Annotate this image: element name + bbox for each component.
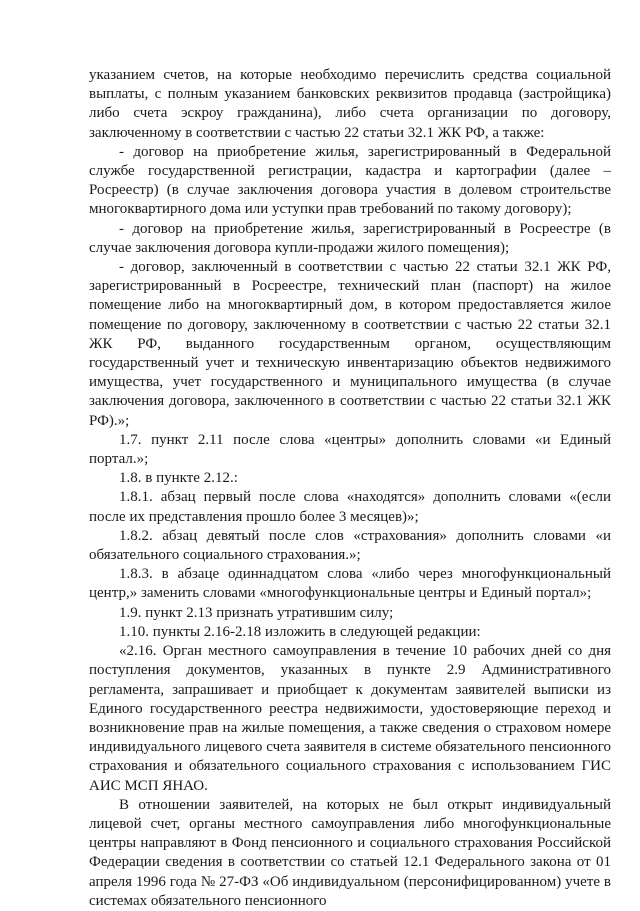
paragraph: - договор на приобретение жилья, зарегистрированный в Росреестре (в случае заключения договора купли-продажи жилого помещения);: [89, 220, 611, 256]
paragraph: - договор на приобретение жилья, зарегистрированный в Федеральной службе государственной регистрации, кадастра и картографии (далее – Росреестр) (в случае заключения договора участия в долевом строительстве многоквартирного дома или уступки прав требований по такому договору);: [89, 143, 611, 218]
paragraph: указанием счетов, на которые необходимо перечислить средства социальной выплаты, с полным указанием банковских реквизитов продавца (застройщика) либо счета эскроу гражданина), либо счета организации по договору, заключенному в соответствии с частью 22 статьи 32.1 ЖК РФ, а также:: [89, 67, 611, 141]
paragraph: 1.8. в пункте 2.12.:: [119, 470, 238, 487]
paragraph: В отношении заявителей, на которых не был открыт индивидуальный лицевой счет, органы местного самоуправления либо многофункциональные центры направляют в Фонд пенсионного и социального страхования Российской Федерации сведения в соответствии со статьей 12.1 Федерального закона от 01 апреля 1996 года № 27-ФЗ «Об индивидуальном (персонифицированном) учете в системах обязательного пенсионного: [89, 796, 611, 909]
paragraph: 1.8.2. абзац девятый после слов «страхования» дополнить словами «и обязательного социального страхования.»;: [89, 527, 611, 564]
paragraph: 1.8.3. в абзаце одиннадцатом слова «либо через многофункциональный центр,» заменить словами «многофункциональные центры и Единый портал»;: [89, 566, 611, 602]
paragraph: 1.9. пункт 2.13 признать утратившим силу;: [119, 604, 394, 621]
paragraph: - договор, заключенный в соответствии с частью 22 статьи 32.1 ЖК РФ, зарегистрированный в Росреестре, технический план (паспорт) на жилое помещение либо на многоквартирный дом, в котором предоставляется жилое помещение по договору, заключенному в соответствии с частью 22 статьи 32.1 ЖК РФ, выданного государственным органом, осуществляющим государственный учет и техническую инвентаризацию объектов недвижимого имущества, учет государственного и муниципального имущества (в случае заключения договора, заключенного в соответствии с частью 22 статьи 32.1 ЖК РФ).»;: [89, 259, 611, 429]
paragraph: 1.8.1. абзац первый после слова «находятся» дополнить словами «(если после их представления прошло более 3 месяцев)»;: [89, 489, 611, 525]
paragraph: «2.16. Орган местного самоуправления в течение 10 рабочих дней со дня поступления документов, указанных в пункте 2.9 Административного регламента, запрашивает и приобщает к документам заявителей выписки из Единого государственного реестра недвижимости, удостоверяющие переход и возникновение прав на жилые помещения, а также сведения о страховом номере индивидуального лицевого счета заявителя в системе обязательного пенсионного страхования и обязательного социального страхования с использованием ГИС АИС МСП ЯНАО.: [89, 643, 611, 794]
paragraph: 1.7. пункт 2.11 после слова «центры» дополнить словами «и Единый портал.»;: [89, 431, 611, 468]
paragraph: 1.10. пункты 2.16-2.18 изложить в следующей редакции:: [119, 623, 481, 640]
document-body: [89, 66, 611, 911]
